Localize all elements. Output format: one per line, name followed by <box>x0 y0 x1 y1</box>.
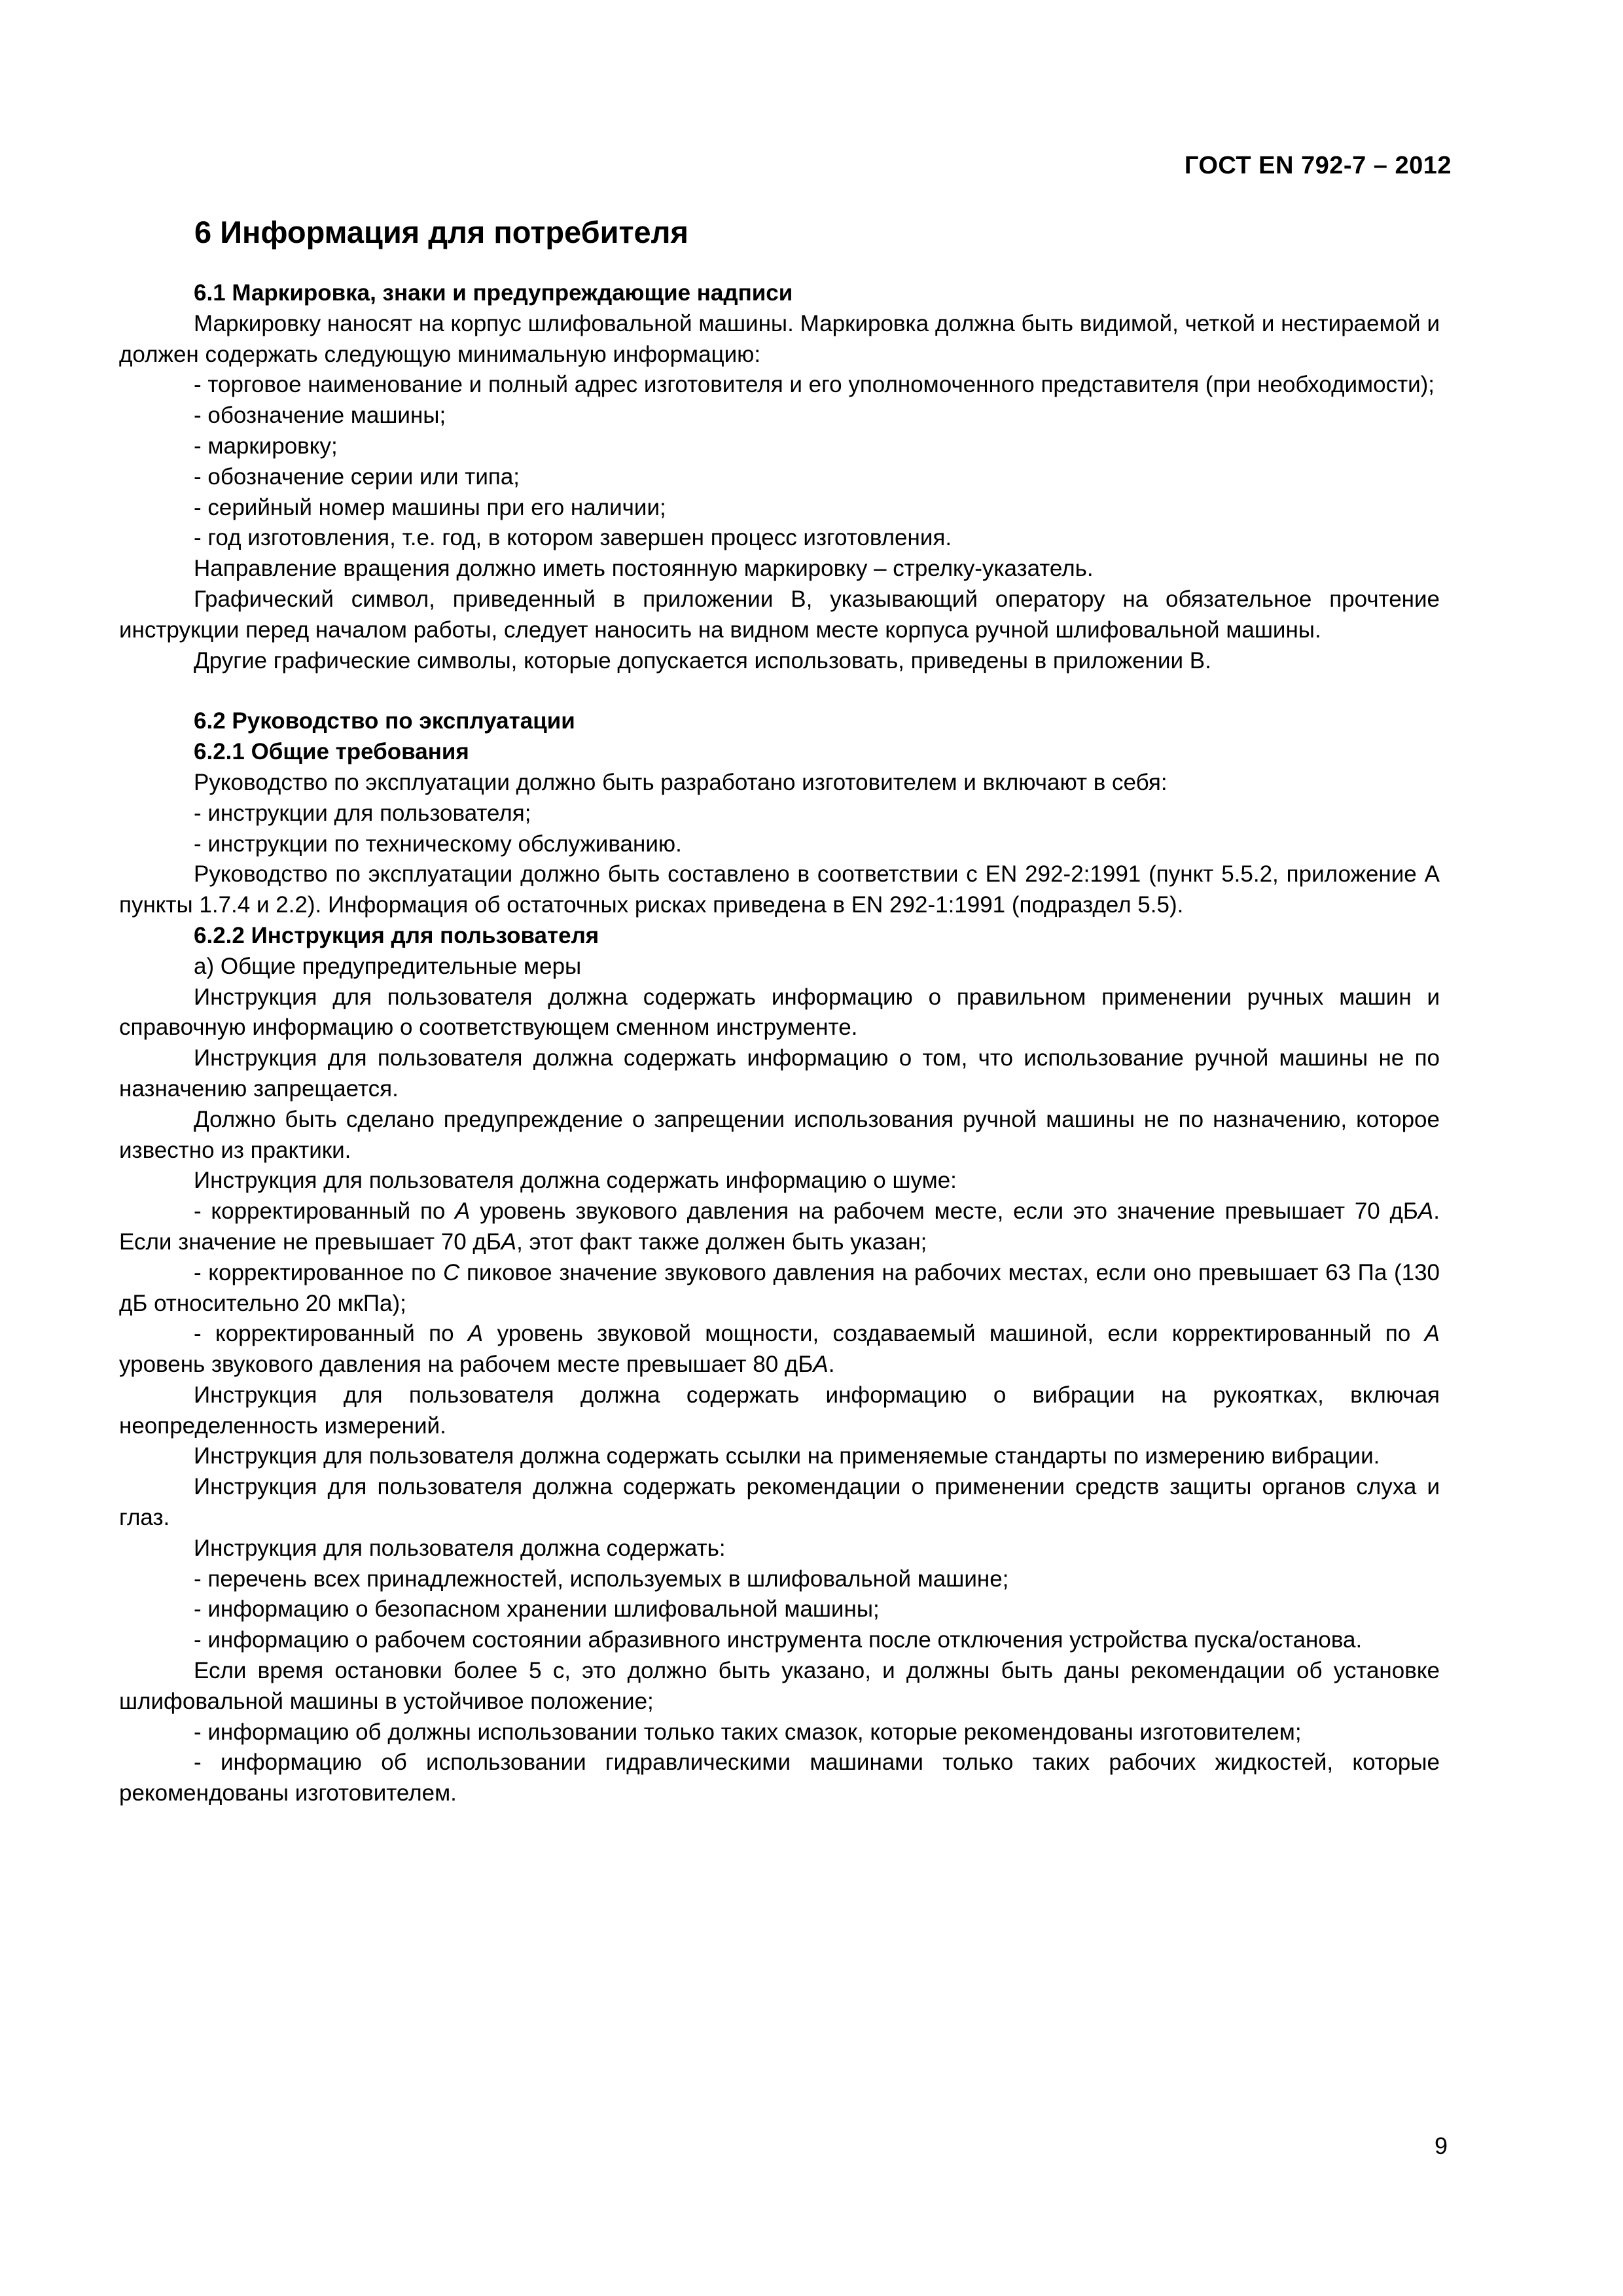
noise-item-3 <box>119 1319 1440 1380</box>
text-run: уровень звуковой мощности, создаваемый машиной, если корректированный по <box>483 1321 1425 1347</box>
text-run: пиковое значение звукового давления на рабочих местах, если оно превышает 63 Па (130 дБ относительно 20 мкПа); <box>119 1259 1440 1316</box>
list-item: - информацию о безопасном хранении шлифовальной машины; <box>194 1596 880 1623</box>
text-run: . Если значение не превышает 70 дБ <box>119 1198 1440 1255</box>
italic-letter: С <box>443 1259 460 1285</box>
section-title: 6 Информация для потребителя <box>194 215 688 249</box>
italic-letter: А <box>813 1352 829 1378</box>
text-run: - корректированный по <box>194 1321 468 1347</box>
noise-item-1 <box>119 1196 1440 1258</box>
paragraph: Другие графические символы, которые допускается использовать, приведены в приложении В. <box>194 647 1211 673</box>
paragraph: Инструкция для пользователя должна содержать ссылки на применяемые стандарты по измерению вибрации. <box>194 1443 1380 1469</box>
list-item: - обозначение машины; <box>194 403 446 429</box>
text-run: - корректированный по <box>194 1198 455 1225</box>
italic-letter: А <box>455 1198 471 1225</box>
paragraph: Графический символ, приведенный в приложении В, указывающий оператору на обязательное прочтение инструкции перед началом работы, следует наносить на видном месте корпуса ручной шлифовальной машины. <box>119 586 1440 643</box>
noise-item-2 <box>119 1258 1440 1319</box>
paragraph: Инструкция для пользователя должна содержать информацию о правильном применении ручных машин и справочную информацию о соответствующем сменном инструменте. <box>119 984 1440 1041</box>
text-run: . <box>828 1352 835 1378</box>
text-run: - корректированное по <box>194 1259 444 1285</box>
list-item: - серийный номер машины при его наличии; <box>194 494 666 520</box>
subsection-heading-6-1: 6.1 Маркировка, знаки и предупреждающие надписи <box>194 280 793 306</box>
paragraph: Инструкция для пользователя должна содержать рекомендации о применении средств защиты органов слуха и глаз. <box>119 1474 1440 1531</box>
list-item: - информацию об должны использовании только таких смазок, которые рекомендованы изготовителем; <box>194 1719 1302 1745</box>
italic-letter: А <box>1424 1321 1440 1347</box>
text-run: уровень звукового давления на рабочем месте, если это значение превышает 70 дБ <box>470 1198 1418 1225</box>
list-item: - год изготовления, т.е. год, в котором завершен процесс изготовления. <box>194 525 952 551</box>
list-item: - торговое наименование и полный адрес изготовителя и его уполномоченного представителя (при необходимости); <box>194 372 1435 398</box>
paragraph: Если время остановки более 5 с, это должно быть указано, и должны быть даны рекомендации об установке шлифовальной машины в устойчивое положение; <box>119 1658 1440 1714</box>
list-item: - информацию о рабочем состоянии абразивного инструмента после отключения устройства пуска/останова. <box>194 1627 1363 1653</box>
paragraph: Руководство по эксплуатации должно быть составлено в соответствии с EN 292-2:1991 (пункт 5.5.2, приложение А пункты 1.7.4 и 2.2). Информация об остаточных рисках приведена в EN 292-1:1991 (подраздел 5.5). <box>119 861 1440 918</box>
paragraph: Должно быть сделано предупреждение о запрещении использования ручной машины не по назначению, которое известно из практики. <box>119 1106 1440 1163</box>
list-item: - маркировку; <box>194 433 338 459</box>
standard-code-header: ГОСТ EN 792-7 – 2012 <box>1184 152 1452 179</box>
list-item: а) Общие предупредительные меры <box>194 953 582 979</box>
paragraph: Руководство по эксплуатации должно быть разработано изготовителем и включают в себя: <box>194 769 1168 795</box>
subsection-heading-6-2: 6.2 Руководство по эксплуатации <box>194 708 575 734</box>
page-number: 9 <box>1434 2132 1448 2159</box>
paragraph: Инструкция для пользователя должна содержать информацию о шуме: <box>194 1168 957 1194</box>
text-run: уровень звукового давления на рабочем месте превышает 80 дБ <box>119 1352 813 1378</box>
italic-letter: А <box>1418 1198 1434 1225</box>
list-item: - информацию об использовании гидравлическими машинами только таких рабочих жидкостей, которые рекомендованы изготовителем. <box>119 1749 1440 1806</box>
paragraph: Инструкция для пользователя должна содержать информацию о вибрации на рукоятках, включая неопределенность измерений. <box>119 1382 1440 1439</box>
paragraph: Маркировку наносят на корпус шлифовальной машины. Маркировка должна быть видимой, четкой и нестираемой и должен содержать следующую минимальную информацию: <box>119 310 1440 367</box>
italic-letter: А <box>467 1321 484 1347</box>
document-body <box>119 213 1440 1809</box>
list-item: - перечень всех принадлежностей, используемых в шлифовальной машине; <box>194 1566 1009 1592</box>
list-item: - инструкции для пользователя; <box>194 800 531 826</box>
text-run: , этот факт также должен быть указан; <box>516 1229 927 1255</box>
subsection-heading-6-2-2: 6.2.2 Инструкция для пользователя <box>194 922 599 948</box>
paragraph: Направление вращения должно иметь постоянную маркировку – стрелку-указатель. <box>194 556 1094 582</box>
list-item: - обозначение серии или типа; <box>194 463 520 490</box>
paragraph: Инструкция для пользователя должна содержать: <box>194 1535 726 1561</box>
subsection-heading-6-2-1: 6.2.1 Общие требования <box>194 739 469 765</box>
italic-letter: А <box>501 1229 517 1255</box>
list-item: - инструкции по техническому обслуживанию. <box>194 831 682 857</box>
paragraph: Инструкция для пользователя должна содержать информацию о том, что использование ручной машины не по назначению запрещается. <box>119 1045 1440 1102</box>
